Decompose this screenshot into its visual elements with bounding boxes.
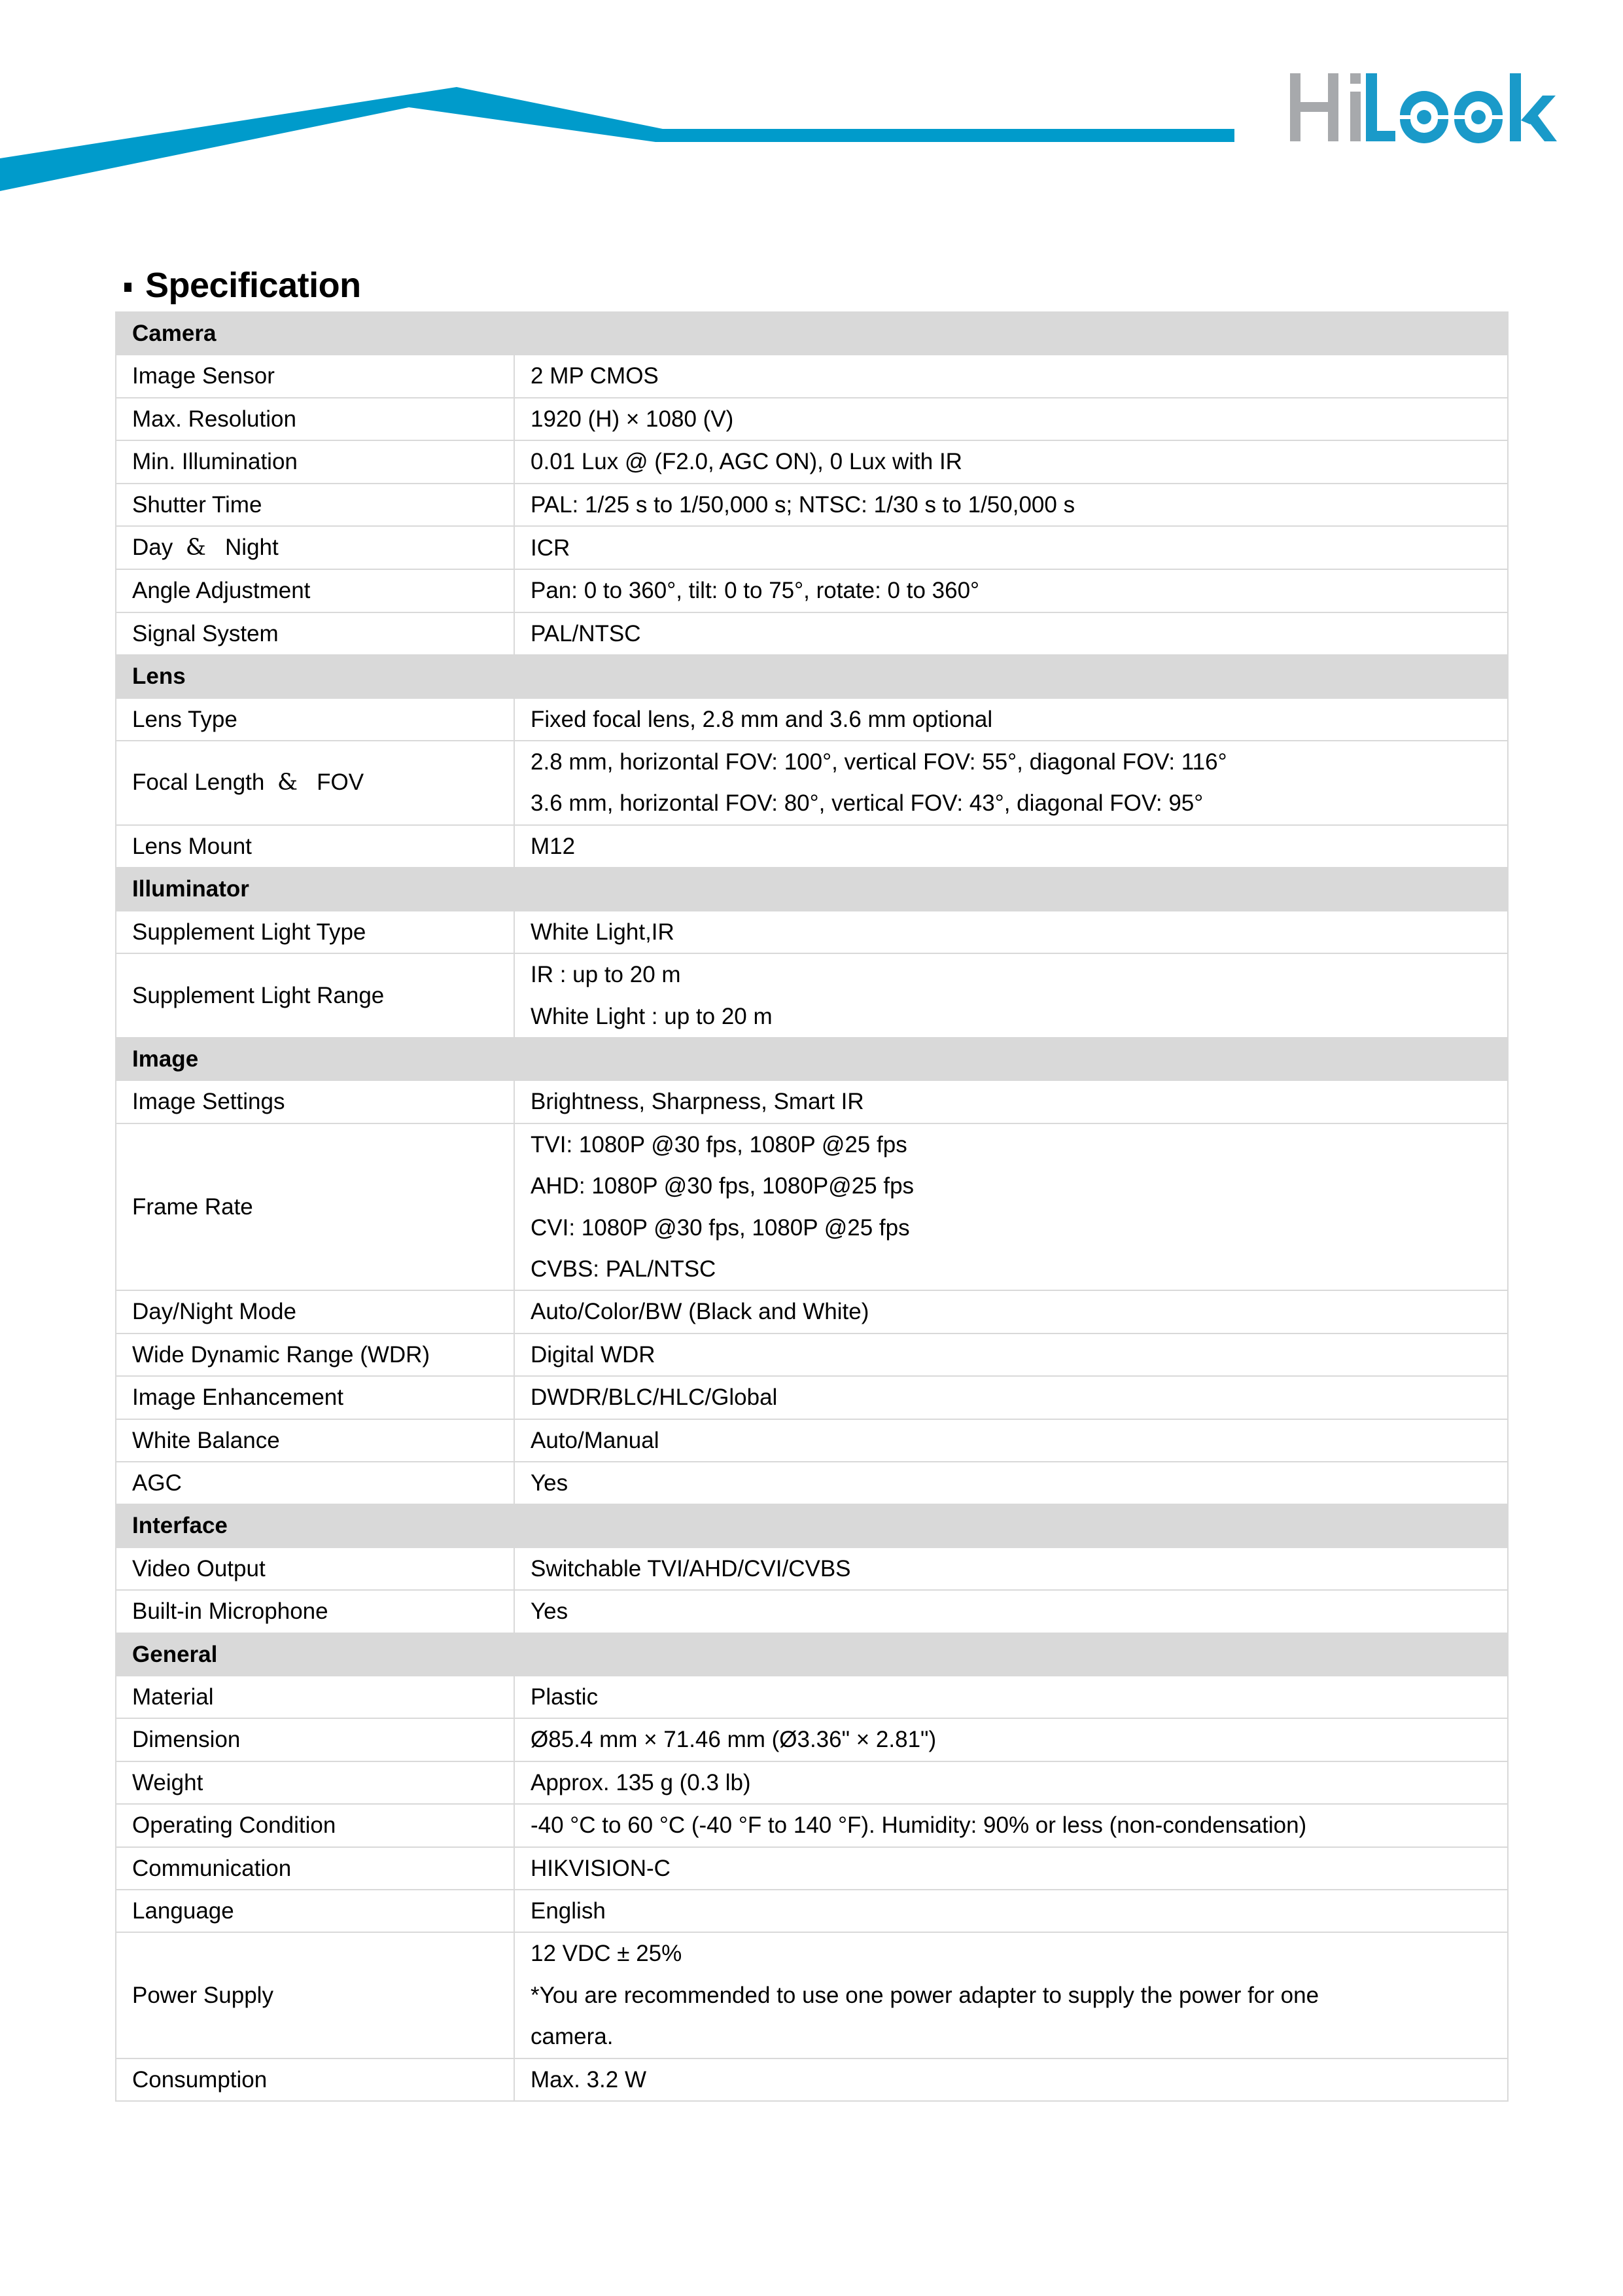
spec-row: [116, 1290, 1508, 1333]
section-header-interface: [116, 1504, 1508, 1547]
spec-value-line: Fixed focal lens, 2.8 mm and 3.6 mm optional: [531, 706, 993, 732]
spec-row: [116, 1333, 1508, 1376]
spec-value-line: Max. 3.2 W: [531, 2066, 646, 2093]
spec-value: [514, 698, 1508, 741]
spec-row: [116, 953, 1508, 1038]
spec-label: Material: [116, 1676, 514, 1718]
spec-row: [116, 1462, 1508, 1504]
specification-table-body: [116, 312, 1508, 2101]
spec-value: [514, 1376, 1508, 1419]
spec-row: [116, 569, 1508, 612]
specification-table: [115, 311, 1509, 2102]
spec-value: [514, 1676, 1508, 1718]
spec-value: [514, 1290, 1508, 1333]
spec-value-line: Digital WDR: [531, 1341, 655, 1368]
spec-value-line: Yes: [531, 1470, 568, 1496]
spec-value: [514, 911, 1508, 953]
page-title-text: Specification: [145, 266, 361, 305]
header-swoosh: [0, 0, 1243, 196]
spec-value: [514, 526, 1508, 569]
spec-value: [514, 355, 1508, 397]
spec-value-line: CVBS: PAL/NTSC: [531, 1256, 716, 1282]
spec-row: [116, 1419, 1508, 1462]
spec-label: Dimension: [116, 1718, 514, 1761]
spec-row: [116, 398, 1508, 440]
section-title: Interface: [116, 1504, 1508, 1547]
spec-value-line: HIKVISION-C: [531, 1855, 671, 1881]
spec-row: [116, 1847, 1508, 1890]
spec-label: Day/Night Mode: [116, 1290, 514, 1333]
spec-label: Wide Dynamic Range (WDR): [116, 1333, 514, 1376]
spec-label: Communication: [116, 1847, 514, 1890]
spec-value-line: PAL/NTSC: [531, 620, 641, 646]
spec-value: [514, 1761, 1508, 1804]
spec-label: Lens Type: [116, 698, 514, 741]
spec-label: Min. Illumination: [116, 440, 514, 483]
spec-value-line: M12: [531, 833, 576, 859]
spec-label: Video Output: [116, 1547, 514, 1590]
spec-value-line: 12 VDC ± 25%: [531, 1941, 682, 1967]
section-header-camera: [116, 312, 1508, 355]
spec-value: [514, 1718, 1508, 1761]
spec-label: Supplement Light Range: [116, 953, 514, 1038]
spec-value-line: English: [531, 1898, 606, 1924]
spec-value-line: TVI: 1080P @30 fps, 1080P @25 fps: [531, 1131, 907, 1157]
spec-value: [514, 1847, 1508, 1890]
spec-value-line: Auto/Manual: [531, 1427, 659, 1453]
section-title: Image: [116, 1038, 1508, 1080]
spec-value: [514, 1123, 1508, 1291]
spec-value-line: Ø85.4 mm × 71.46 mm (Ø3.36" × 2.81"): [531, 1727, 937, 1753]
spec-value-line: AHD: 1080P @30 fps, 1080P@25 fps: [531, 1173, 915, 1199]
spec-row: [116, 1080, 1508, 1123]
spec-row: [116, 1890, 1508, 1932]
section-header-general: [116, 1633, 1508, 1676]
spec-label: Supplement Light Type: [116, 911, 514, 953]
spec-value-line: White Light : up to 20 m: [531, 1003, 773, 1029]
spec-value-line: camera.: [531, 2024, 614, 2050]
spec-label: Built-in Microphone: [116, 1590, 514, 1633]
spec-row: [116, 1376, 1508, 1419]
spec-value-line: 3.6 mm, horizontal FOV: 80°, vertical FOV: 43°, diagonal FOV: 95°: [531, 790, 1204, 817]
spec-value: [514, 1890, 1508, 1932]
section-header-lens: [116, 655, 1508, 698]
spec-value: [514, 484, 1508, 526]
swoosh-band: [0, 87, 1234, 191]
spec-row: [116, 1718, 1508, 1761]
spec-row: [116, 355, 1508, 397]
spec-label: White Balance: [116, 1419, 514, 1462]
page-title: [124, 262, 361, 309]
spec-value: [514, 1333, 1508, 1376]
spec-label: Signal System: [116, 612, 514, 655]
spec-value: [514, 1462, 1508, 1504]
spec-label: Image Sensor: [116, 355, 514, 397]
spec-value: [514, 612, 1508, 655]
spec-label: Image Settings: [116, 1080, 514, 1123]
spec-label: Angle Adjustment: [116, 569, 514, 612]
spec-value: [514, 825, 1508, 868]
spec-label: Power Supply: [116, 1932, 514, 2058]
ampersand-glyph: &: [277, 769, 298, 796]
spec-value-line: DWDR/BLC/HLC/Global: [531, 1385, 778, 1411]
spec-row: [116, 1547, 1508, 1590]
spec-row: [116, 484, 1508, 526]
spec-value-line: Brightness, Sharpness, Smart IR: [531, 1089, 864, 1115]
spec-value: [514, 953, 1508, 1038]
section-header-image: [116, 1038, 1508, 1080]
spec-row: [116, 825, 1508, 868]
spec-row: [116, 1761, 1508, 1804]
ampersand-glyph: &: [185, 535, 206, 561]
bullet-icon: [124, 283, 131, 292]
spec-label: Lens Mount: [116, 825, 514, 868]
spec-value: [514, 1419, 1508, 1462]
spec-value-line: PAL: 1/25 s to 1/50,000 s; NTSC: 1/30 s to 1/50,000 s: [531, 491, 1075, 518]
spec-value-line: Approx. 135 g (0.3 lb): [531, 1769, 751, 1795]
spec-value: [514, 1932, 1508, 2058]
spec-value: [514, 2058, 1508, 2101]
spec-value: [514, 1804, 1508, 1846]
spec-value-line: -40 °C to 60 °C (-40 °F to 140 °F). Humidity: 90% or less (non-condensation): [531, 1812, 1307, 1839]
spec-label: Consumption: [116, 2058, 514, 2101]
spec-value: [514, 741, 1508, 825]
spec-label: AGC: [116, 1462, 514, 1504]
spec-label: Max. Resolution: [116, 398, 514, 440]
spec-value-line: ICR: [531, 535, 570, 561]
spec-value-line: CVI: 1080P @30 fps, 1080P @25 fps: [531, 1214, 910, 1241]
spec-label: Operating Condition: [116, 1804, 514, 1846]
spec-label: Language: [116, 1890, 514, 1932]
spec-value-line: Plastic: [531, 1684, 599, 1710]
section-title: Lens: [116, 655, 1508, 698]
spec-row: [116, 1676, 1508, 1718]
spec-value: [514, 1547, 1508, 1590]
spec-value: [514, 440, 1508, 483]
spec-row: [116, 1123, 1508, 1291]
spec-row: [116, 911, 1508, 953]
hilook-logo: [1287, 71, 1557, 145]
spec-value: [514, 569, 1508, 612]
spec-label: Shutter Time: [116, 484, 514, 526]
logo-look: [1366, 73, 1557, 143]
spec-value-line: IR : up to 20 m: [531, 962, 681, 988]
spec-row: [116, 1590, 1508, 1633]
spec-row: [116, 741, 1508, 825]
spec-label: Image Enhancement: [116, 1376, 514, 1419]
spec-value-line: Yes: [531, 1598, 568, 1625]
spec-row: [116, 2058, 1508, 2101]
spec-value-line: 0.01 Lux @ (F2.0, AGC ON), 0 Lux with IR: [531, 449, 962, 475]
spec-row: [116, 440, 1508, 483]
spec-value-line: White Light,IR: [531, 919, 674, 945]
spec-label: Weight: [116, 1761, 514, 1804]
spec-value-line: Auto/Color/BW (Black and White): [531, 1299, 869, 1325]
logo-hi: [1290, 73, 1361, 141]
spec-row: [116, 1804, 1508, 1846]
section-title: Camera: [116, 312, 1508, 355]
spec-row: [116, 1932, 1508, 2058]
spec-value-line: *You are recommended to use one power adapter to supply the power for one: [531, 1982, 1319, 2008]
spec-row: [116, 698, 1508, 741]
spec-label: Day & Night: [116, 526, 514, 569]
spec-label: Frame Rate: [116, 1123, 514, 1291]
spec-value-line: 2 MP CMOS: [531, 363, 659, 389]
spec-row: [116, 526, 1508, 569]
spec-value: [514, 1590, 1508, 1633]
section-title: Illuminator: [116, 868, 1508, 910]
spec-value: [514, 1080, 1508, 1123]
spec-value-line: 1920 (H) × 1080 (V): [531, 406, 734, 432]
spec-row: [116, 612, 1508, 655]
spec-value-line: Pan: 0 to 360°, tilt: 0 to 75°, rotate: 0 to 360°: [531, 578, 980, 604]
section-title: General: [116, 1633, 1508, 1676]
spec-label: Focal Length & FOV: [116, 741, 514, 825]
spec-value: [514, 398, 1508, 440]
spec-value-line: Switchable TVI/AHD/CVI/CVBS: [531, 1555, 851, 1581]
section-header-illuminator: [116, 868, 1508, 910]
spec-value-line: 2.8 mm, horizontal FOV: 100°, vertical FOV: 55°, diagonal FOV: 116°: [531, 749, 1227, 775]
